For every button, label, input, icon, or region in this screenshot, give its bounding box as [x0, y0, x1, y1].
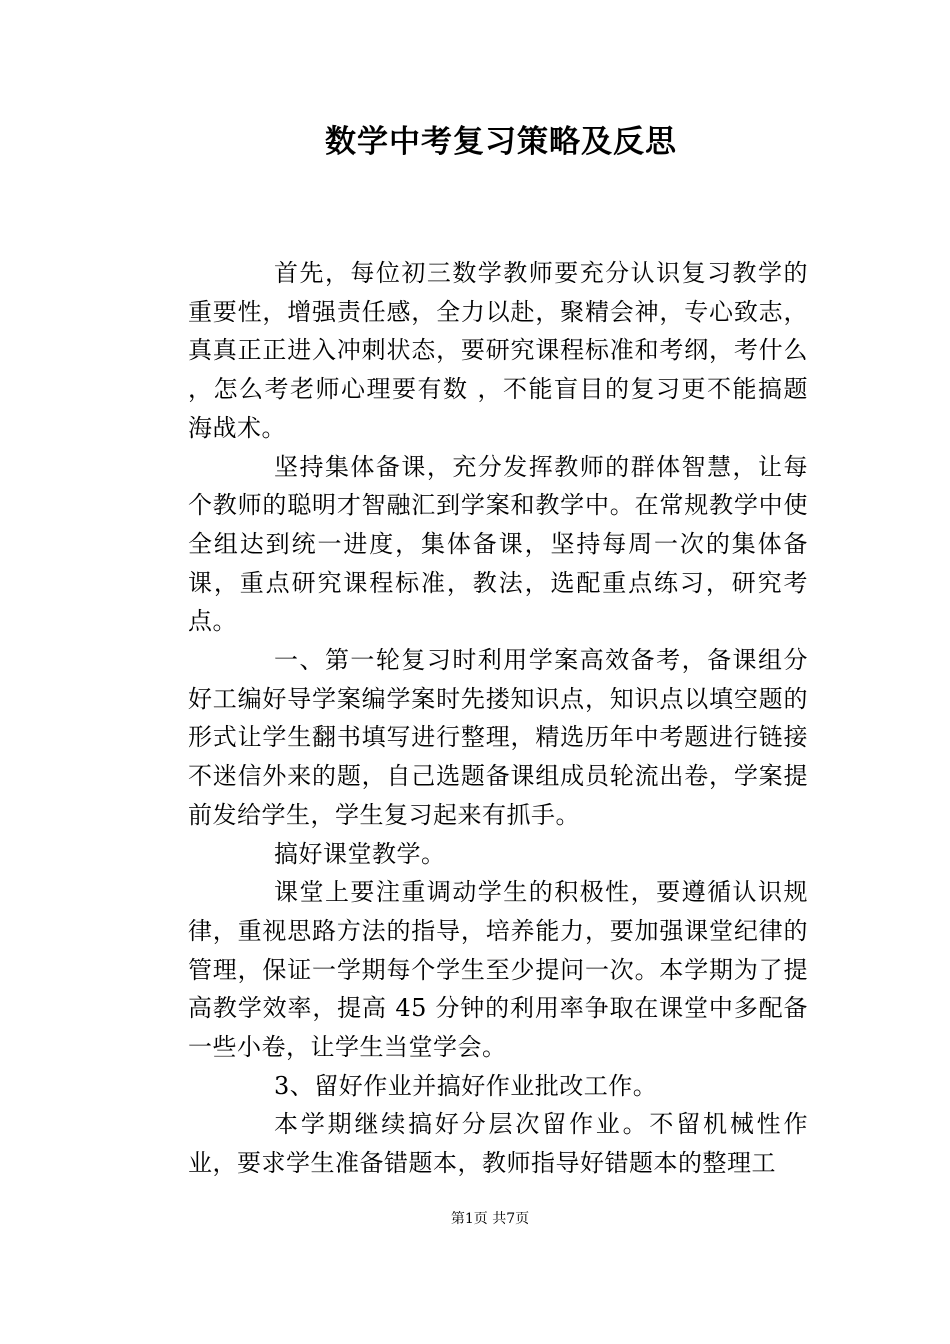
- page-title: 数学中考复习策略及反思: [325, 124, 677, 160]
- paragraph-layered-homework: 本学期继续搞好分层次留作业。不留机械性作业，要求学生准备错题本，教师指导好错题本的整理工: [188, 1110, 808, 1178]
- paragraph-first-round-review: 一、第一轮复习时利用学案高效备考，备课组分好工编好导学案编学案时先搂知识点，知识点以填空题的形式让学生翻书填写进行整理，精选历年中考题进行链接不迷信外来的题，自己选题备课组成员轮流出卷，学案提前发给学生，学生复习起来有抓手。: [188, 646, 808, 829]
- paragraph-classroom-heading: 搞好课堂教学。: [274, 839, 446, 868]
- document-body: [188, 254, 808, 1183]
- paragraph-intro: 首先，每位初三数学教师要充分认识复习教学的重要性，增强责任感，全力以赴，聚精会神，专心致志，真真正正进入冲刺状态，要研究课程标准和考纲，考什么 ，怎么考老师心理要有数 ，不能盲目的复习更不能搞题海战术。: [188, 259, 808, 442]
- paragraph-collective-prep: 坚持集体备课，充分发挥教师的群体智慧，让每个教师的聪明才智融汇到学案和教学中。在常规教学中使全组达到统一进度，集体备课，坚持每周一次的集体备课，重点研究课程标准，教法，选配重点练习，研究考点。: [188, 452, 808, 636]
- paragraph-classroom-teaching: 课堂上要注重调动学生的积极性，要遵循认识规律，重视思路方法的指导，培养能力，要加强课堂纪律的管理，保证一学期每个学生至少提问一次。本学期为了提高教学效率，提高 45 分钟的利用率争取在课堂中多配备一些小卷，让学生当堂学会。: [188, 878, 808, 1062]
- page-footer: 第1页 共7页: [450, 1211, 530, 1227]
- paragraph-homework-heading: 3、留好作业并搞好作业批改工作。: [274, 1071, 658, 1100]
